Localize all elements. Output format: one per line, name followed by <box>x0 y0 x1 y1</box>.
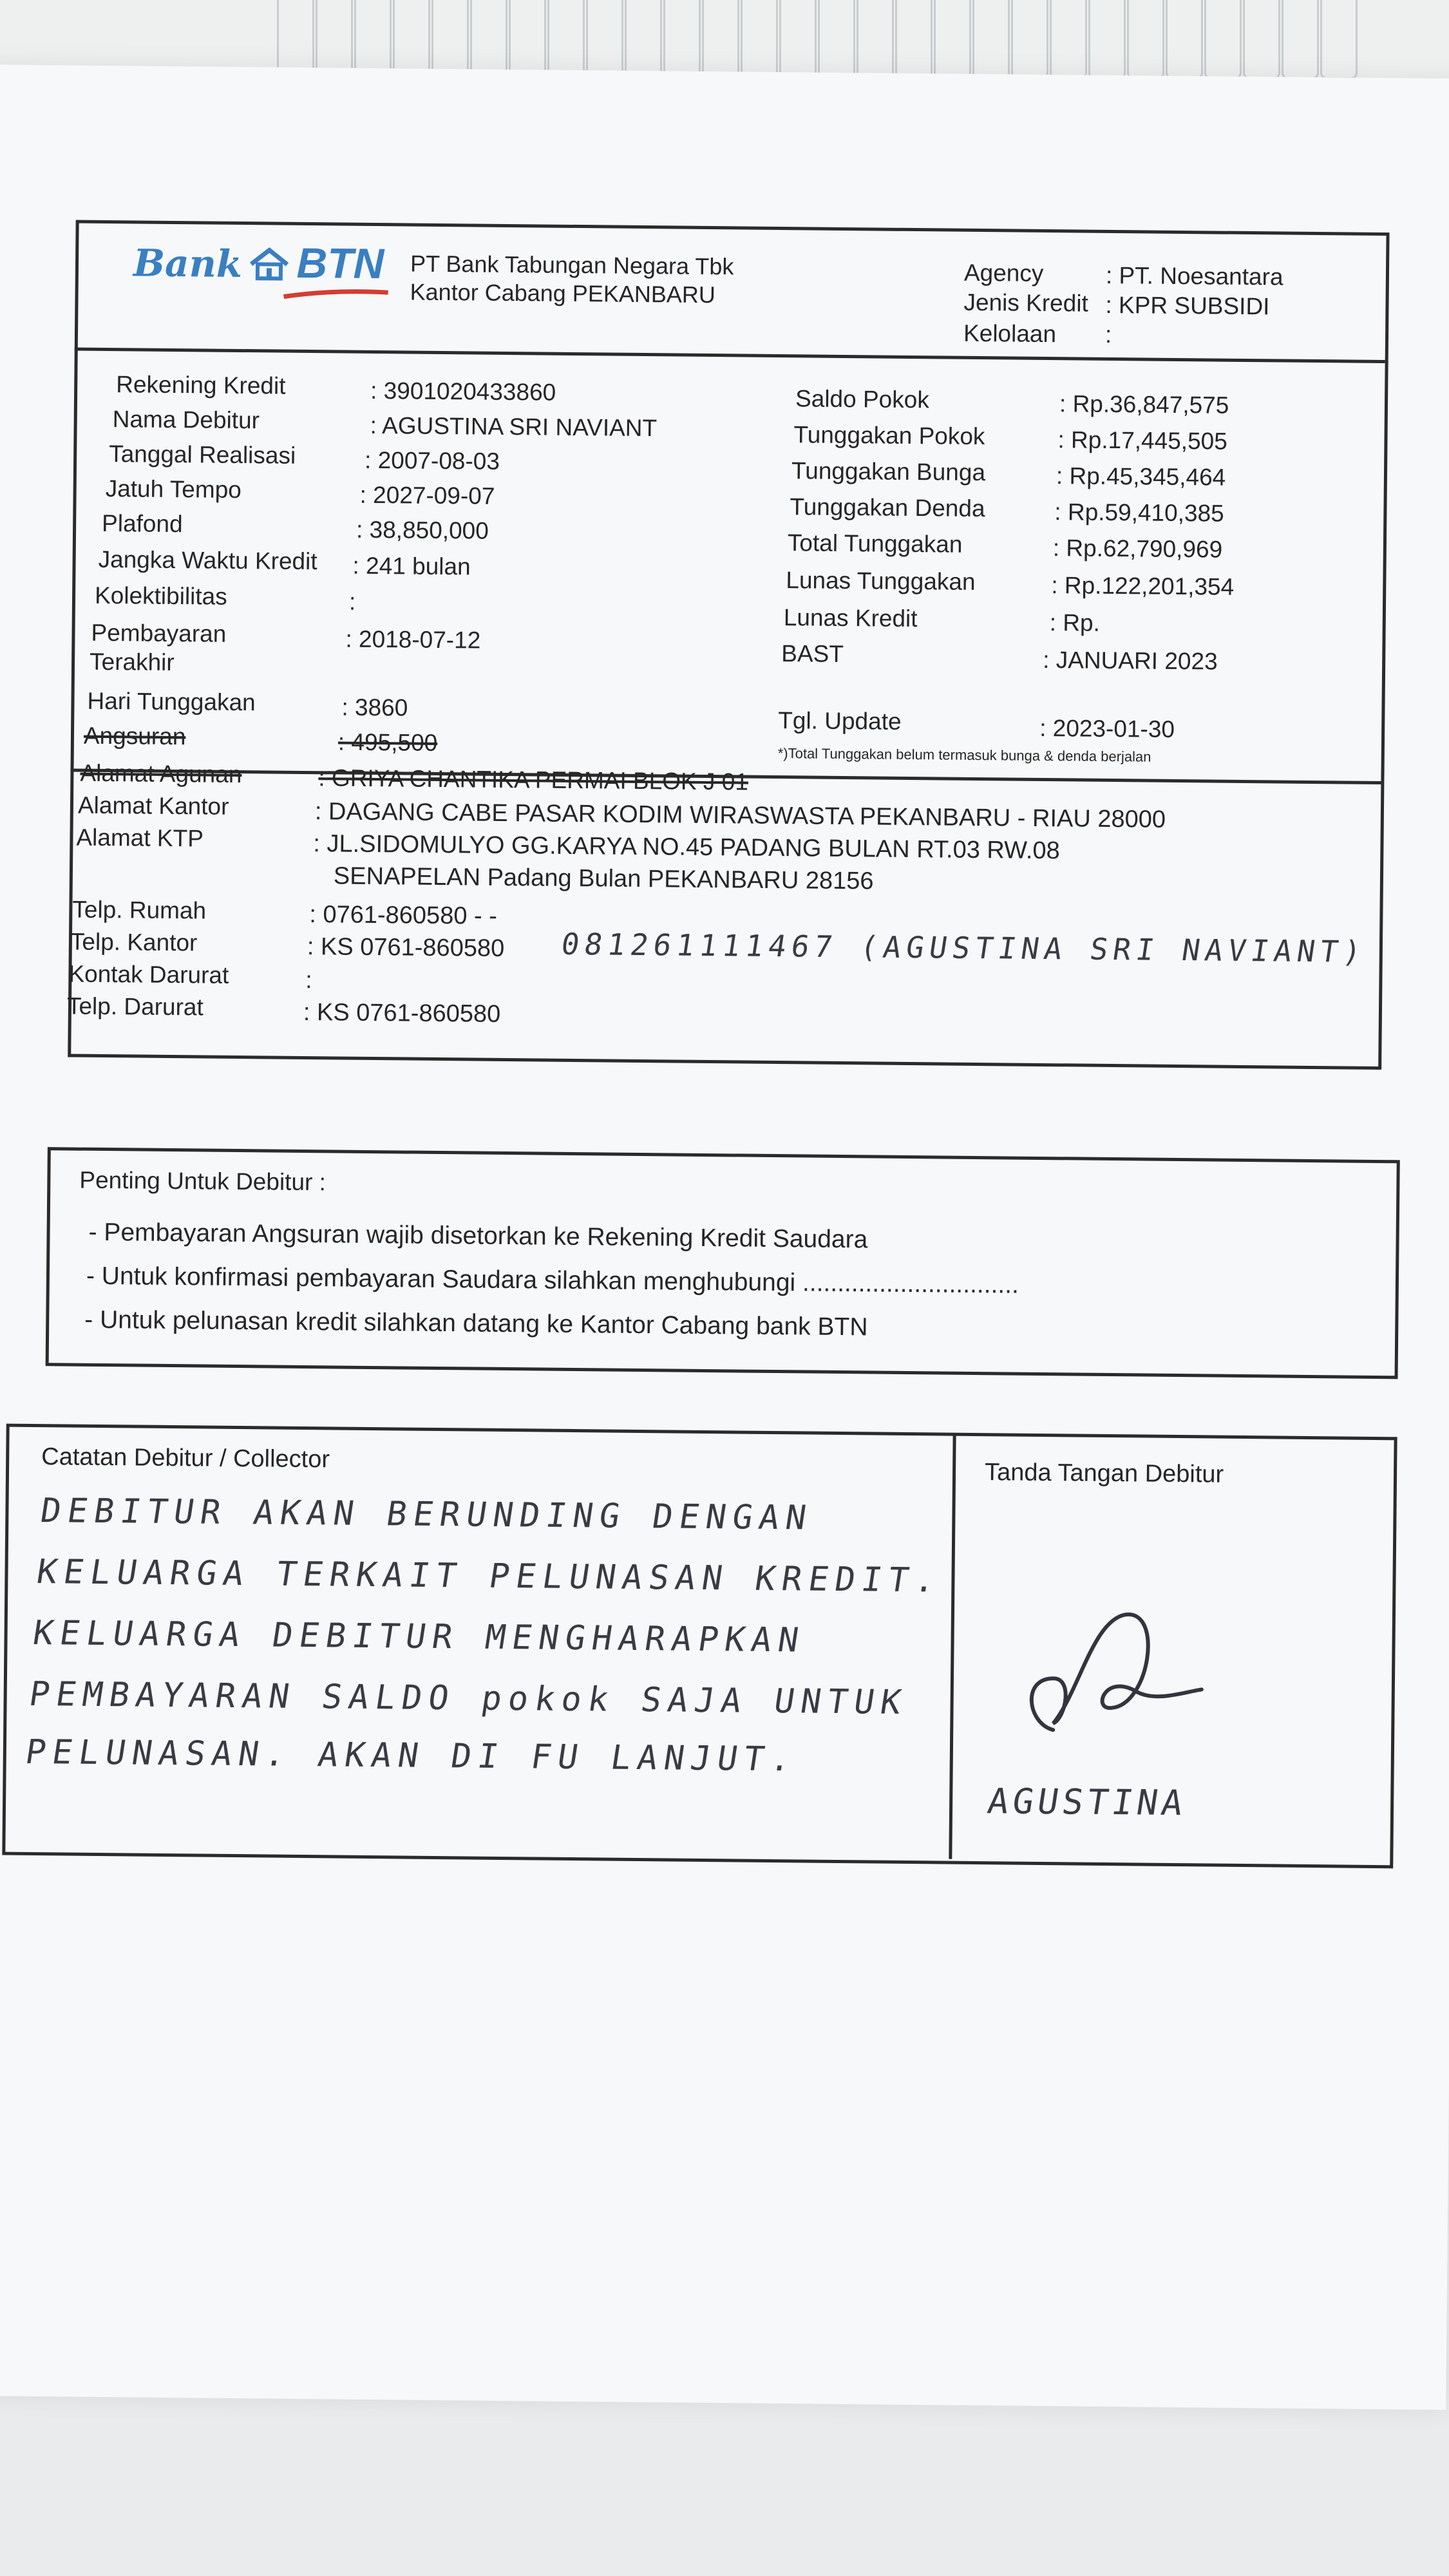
kontak-darurat-label: Kontak Darurat <box>68 960 229 989</box>
field-label: Jangka Waktu Kredit <box>98 545 317 575</box>
field-label: Saldo Pokok <box>795 385 930 413</box>
field-value: : 241 bulan <box>352 552 471 580</box>
notebook-square <box>509 0 546 79</box>
notebook-square <box>857 0 894 79</box>
field-value: : 2018-07-12 <box>345 625 481 654</box>
field-label: Total Tunggakan <box>787 529 963 558</box>
field-label: Pembayaran <box>91 619 227 647</box>
notebook-square <box>1282 0 1319 79</box>
catatan-title: Catatan Debitur / Collector <box>41 1443 330 1473</box>
field-label: Hari Tunggakan <box>87 687 256 716</box>
field-label: Tunggakan Bunga <box>791 457 986 486</box>
field-value: : Rp.59,410,385 <box>1054 498 1224 527</box>
telp-rumah-value: : 0761-860580 - - <box>309 901 498 930</box>
notebook-square <box>1320 0 1358 79</box>
field-value: : AGUSTINA SRI NAVIANT <box>370 412 658 442</box>
penting-title: Penting Untuk Debitur : <box>79 1166 327 1196</box>
bank-logo: Bank BTN <box>133 238 384 288</box>
bank-name: PT Bank Tabungan Negara Tbk <box>410 250 734 280</box>
notebook-square <box>1204 0 1242 79</box>
field-label: Lunas Tunggakan <box>786 567 976 595</box>
notebook-square <box>934 0 971 79</box>
notebook-square <box>779 0 817 79</box>
field-value: : JANUARI 2023 <box>1043 646 1218 675</box>
notebook-square <box>625 0 662 79</box>
notebook-square <box>1243 0 1280 79</box>
field-label: Kolektibilitas <box>94 582 227 610</box>
notebook-square <box>393 0 430 79</box>
catatan-line: KELUARGA TERKAIT PELUNASAN KREDIT. <box>34 1553 945 1600</box>
telp-rumah-label: Telp. Rumah <box>72 896 207 924</box>
field-value: : Rp.122,201,354 <box>1051 572 1235 600</box>
telp-darurat-label: Telp. Darurat <box>66 992 204 1021</box>
field-value: : 38,850,000 <box>355 516 489 544</box>
penting-item: - Pembayaran Angsuran wajib disetorkan ke Rekening Kredit Saudara <box>88 1218 868 1254</box>
alamat-ktp-value-2: SENAPELAN Padang Bulan PEKANBARU 28156 <box>333 862 874 895</box>
notebook-square <box>586 0 623 79</box>
catatan-line: DEBITUR AKAN BERUNDING DENGAN <box>37 1492 815 1538</box>
alamat-kantor-value: : DAGANG CABE PASAR KODIM WIRASWASTA PEKANBARU - RIAU 28000 <box>314 798 1166 833</box>
kelolaan-label: Kelolaan <box>963 319 1057 348</box>
catatan-line: PEMBAYARAN SALDO pokok SAJA UNTUK <box>26 1674 911 1722</box>
catatan-line: PELUNASAN. AKAN DI FU LANJUT. <box>23 1732 800 1779</box>
signature-icon <box>1014 1595 1209 1751</box>
signature-name: AGUSTINA <box>985 1781 1189 1824</box>
field-label: Lunas Kredit <box>783 604 918 632</box>
tanda-tangan-title: Tanda Tangan Debitur <box>984 1459 1224 1488</box>
field-label: Angsuran <box>83 722 186 750</box>
penting-item: - Untuk pelunasan kredit silahkan datang ke Kantor Cabang bank BTN <box>84 1305 868 1341</box>
field-value: : 2027-09-07 <box>359 481 495 509</box>
notebook-square <box>547 0 585 79</box>
alamat-agunan-value: : GRIYA CHANTIKA PERMAI BLOK J 01 <box>318 764 749 795</box>
jenis-kredit-label: Jenis Kredit <box>963 289 1089 317</box>
kelolaan-value: : <box>1104 321 1112 348</box>
field-label: Rekening Kredit <box>116 371 286 399</box>
field-value: : Rp. <box>1049 609 1101 636</box>
notebook-square <box>431 0 469 79</box>
notebook-square <box>1127 0 1164 79</box>
field-label: Nama Debitur <box>112 406 260 434</box>
telp-kantor-label: Telp. Kantor <box>70 928 198 956</box>
notebook-square <box>1050 0 1087 79</box>
jenis-kredit-value: : KPR SUBSIDI <box>1105 291 1270 320</box>
kontak-darurat-value: : <box>305 967 312 994</box>
alamat-ktp-label: Alamat KTP <box>76 824 204 852</box>
notebook-square <box>818 0 855 79</box>
penting-item: - Untuk konfirmasi pembayaran Saudara silahkan menghubungi ............................... <box>86 1262 1019 1299</box>
field-label: Jatuh Tempo <box>105 475 242 504</box>
house-logo-icon <box>249 247 290 281</box>
notebook-square <box>1011 0 1048 79</box>
branch-name: Kantor Cabang PEKANBARU <box>410 278 716 308</box>
field-label: Terakhir <box>89 648 175 676</box>
notebook-square <box>1166 0 1203 79</box>
notebook-square <box>702 0 739 79</box>
field-value: : Rp.62,790,969 <box>1052 535 1223 563</box>
field-value: : Rp.17,445,505 <box>1057 426 1227 455</box>
field-value: : 3860 <box>341 694 408 721</box>
notebook-square <box>1088 0 1126 79</box>
field-value: : 3901020433860 <box>370 377 556 406</box>
notebook-square <box>895 0 933 79</box>
notebook-square <box>972 0 1010 79</box>
field-label: Tunggakan Denda <box>790 493 985 522</box>
handwritten-phone: 081261111467 (AGUSTINA SRI NAVIANT) <box>558 926 1369 969</box>
alamat-kantor-label: Alamat Kantor <box>77 791 229 820</box>
field-value: : 2023-01-30 <box>1039 714 1175 743</box>
field-label: BAST <box>781 640 844 667</box>
document-paper <box>0 64 1449 2410</box>
logo-swoosh-icon <box>281 287 391 302</box>
telp-darurat-value: : KS 0761-860580 <box>303 998 501 1028</box>
field-value: : Rp.36,847,575 <box>1059 390 1229 419</box>
footnote: *)Total Tunggakan belum termasuk bunga & denda berjalan <box>777 745 1151 765</box>
agency-value: : PT. Noesantara <box>1105 261 1283 290</box>
notebook-square <box>354 0 392 79</box>
agency-label: Agency <box>963 259 1044 287</box>
field-value: : Rp.45,345,464 <box>1056 462 1226 491</box>
field-label: Tunggakan Pokok <box>793 421 985 450</box>
notebook-square <box>470 0 507 79</box>
field-value: : 495,500 <box>337 728 438 756</box>
alamat-ktp-value: : JL.SIDOMULYO GG.KARYA NO.45 PADANG BULAN RT.03 RW.08 <box>313 830 1060 865</box>
catatan-line: KELUARGA DEBITUR MENGHARAPKAN <box>30 1614 808 1660</box>
field-label: Plafond <box>101 509 183 538</box>
field-label: Tanggal Realisasi <box>109 440 296 469</box>
field-value: : <box>348 588 356 615</box>
notebook-square <box>663 0 701 79</box>
alamat-agunan-label: Alamat Agunan <box>80 759 242 788</box>
telp-kantor-value: : KS 0761-860580 <box>307 933 505 962</box>
notebook-square <box>741 0 778 79</box>
field-value: : 2007-08-03 <box>364 446 500 475</box>
field-label: Tgl. Update <box>778 707 902 735</box>
